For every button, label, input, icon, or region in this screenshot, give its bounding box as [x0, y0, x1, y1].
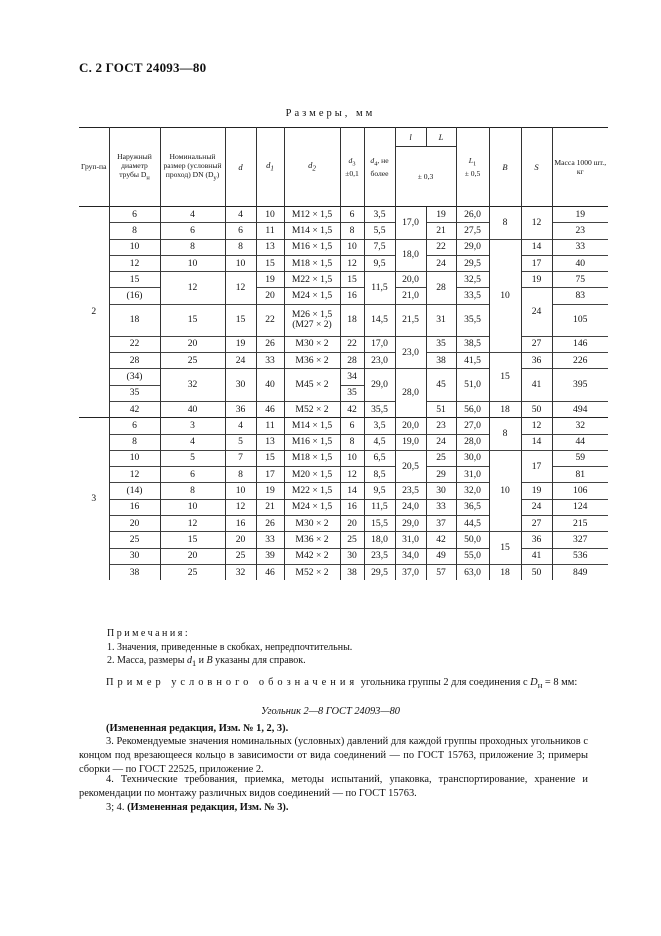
- table-cell: 28: [109, 353, 160, 369]
- table-cell: 29,5: [364, 564, 395, 580]
- table-cell: 6: [225, 223, 256, 239]
- table-cell: 7: [225, 450, 256, 466]
- table-cell: 10: [160, 255, 225, 271]
- table-cell: 18: [489, 564, 521, 580]
- table-cell: M24 × 1,5: [284, 499, 340, 515]
- table-cell: 10: [225, 255, 256, 271]
- table-cell: 16: [340, 499, 364, 515]
- table-cell: 22: [109, 336, 160, 352]
- table-cell: 19: [256, 483, 284, 499]
- table-cell: 8: [489, 418, 521, 451]
- table-cell: 6: [160, 467, 225, 483]
- table-cell: 146: [552, 336, 608, 352]
- table-cell: 13: [256, 239, 284, 255]
- table-cell: 25: [225, 548, 256, 564]
- col-S-header: S: [521, 128, 552, 207]
- table-cell: 6: [340, 418, 364, 434]
- table-cell: 23,5: [395, 483, 426, 499]
- dimensions-table: [79, 127, 608, 580]
- table-cell: 9,5: [364, 255, 395, 271]
- table-cell: 12: [225, 272, 256, 305]
- table-cell: 38: [109, 564, 160, 580]
- table-cell: 37: [426, 516, 456, 532]
- table-cell: 38: [340, 564, 364, 580]
- revision-note-2: 3; 4. (Измененная редакция, Изм. № 3).: [106, 802, 289, 813]
- table-cell: 124: [552, 499, 608, 515]
- table-cell: 6: [109, 418, 160, 434]
- table-cell: 15: [489, 353, 521, 402]
- table-cell: 8: [225, 467, 256, 483]
- table-cell: 25: [340, 532, 364, 548]
- table-cell: 23,0: [395, 336, 426, 369]
- example-label: Пример условного обозначения: [106, 677, 359, 688]
- table-cell: 6: [109, 207, 160, 223]
- table-cell: 29,0: [364, 369, 395, 402]
- table-cell: 3,5: [364, 207, 395, 223]
- table-cell: 40: [160, 401, 225, 417]
- table-cell: 15: [109, 272, 160, 288]
- table-cell: 40: [552, 255, 608, 271]
- table-cell: 51: [426, 401, 456, 417]
- table-cell: 12: [521, 207, 552, 240]
- table-cell: 3,5: [364, 418, 395, 434]
- table-cell: 42: [340, 401, 364, 417]
- table-cell: 32,5: [456, 272, 489, 288]
- table-cell: M22 × 1,5: [284, 483, 340, 499]
- table-cell: 24,0: [395, 499, 426, 515]
- table-cell: 17: [521, 255, 552, 271]
- table-cell: 35: [109, 385, 160, 401]
- table-cell: 56,0: [456, 401, 489, 417]
- table-cell: 16: [225, 516, 256, 532]
- table-cell: 50: [521, 564, 552, 580]
- table-cell: 14: [340, 483, 364, 499]
- table-cell: 25: [160, 564, 225, 580]
- table-cell: M16 × 1,5: [284, 434, 340, 450]
- table-cell: 24: [521, 499, 552, 515]
- table-cell: 19,0: [395, 434, 426, 450]
- table-cell: 18: [340, 304, 364, 336]
- col-L1-header: $L_1$ ± 0,5: [456, 128, 489, 207]
- table-cell: 34,0: [395, 548, 426, 564]
- table-cell: 12: [109, 467, 160, 483]
- designation-example: Угольник 2—8 ГОСТ 24093—80: [261, 706, 400, 717]
- table-cell: 10: [489, 239, 521, 352]
- table-cell: M52 × 2: [284, 564, 340, 580]
- table-cell: M14 × 1,5: [284, 223, 340, 239]
- table-cell: 25: [426, 450, 456, 466]
- table-cell: M45 × 2: [284, 369, 340, 402]
- table-cell: 36: [225, 401, 256, 417]
- table-cell: 20,0: [395, 272, 426, 288]
- col-lL-tolerance: ± 0,3: [395, 147, 456, 207]
- table-cell: 44: [552, 434, 608, 450]
- table-cell: 35,5: [364, 401, 395, 417]
- table-cell: 26,0: [456, 207, 489, 223]
- table-cell: 83: [552, 288, 608, 304]
- table-cell: 30: [340, 548, 364, 564]
- table-cell: 24: [521, 288, 552, 336]
- table-cell: 20: [256, 288, 284, 304]
- table-cell: 26: [256, 336, 284, 352]
- table-cell: 19: [426, 207, 456, 223]
- table-cell: M36 × 2: [284, 353, 340, 369]
- table-cell: 37,0: [395, 564, 426, 580]
- table-cell: 20: [160, 548, 225, 564]
- table-cell: 41,5: [456, 353, 489, 369]
- example-paragraph: Пример условного обозначения угольника группы 2 для соединения с $D_н = 8$ мм:: [106, 677, 578, 691]
- table-cell: 46: [256, 401, 284, 417]
- table-cell: 15: [489, 532, 521, 565]
- thread-line: (M27 × 2): [292, 319, 332, 331]
- table-cell: 30: [109, 548, 160, 564]
- table-cell: 36: [521, 353, 552, 369]
- thread-line: M26 × 1,5: [291, 309, 333, 321]
- table-cell: 10: [340, 450, 364, 466]
- table-cell: 15: [256, 255, 284, 271]
- table-cell: M18 × 1,5: [284, 255, 340, 271]
- col-l-header: l: [395, 128, 426, 147]
- col-B-header: B: [489, 128, 521, 207]
- table-cell: 46: [256, 564, 284, 580]
- table-cell: 55,0: [456, 548, 489, 564]
- table-cell: 28,0: [456, 434, 489, 450]
- table-cell: 8,5: [364, 467, 395, 483]
- paragraph-3: 3. Рекомендуемые значения номинальных (условных) давлений для каждой группы проходных угольников с концом под врезающееся кольцо в зависимости от вида соединений — по ГОСТ 15763, приложение 3; примеры сборки — по ГОСТ 22525, приложение 2.: [79, 736, 588, 775]
- table-cell: 14: [521, 239, 552, 255]
- table-cell: 75: [552, 272, 608, 288]
- table-cell: 11,5: [364, 499, 395, 515]
- table-cell: 39: [256, 548, 284, 564]
- table-cell: 23: [426, 418, 456, 434]
- table-cell: 23: [552, 223, 608, 239]
- table-cell: 33: [552, 239, 608, 255]
- table-cell: 395: [552, 369, 608, 402]
- table-cell: M20 × 1,5: [284, 467, 340, 483]
- table-cell: 10: [256, 207, 284, 223]
- table-cell: 12: [160, 516, 225, 532]
- table-cell: 29: [426, 467, 456, 483]
- table-cell: 23,5: [364, 548, 395, 564]
- col-outer-diameter-header: Наружный диаметр трубы $D_н$: [109, 128, 160, 207]
- table-cell: 10: [489, 450, 521, 531]
- table-cell: 42: [109, 401, 160, 417]
- table-cell: 10: [109, 239, 160, 255]
- table-cell: 3: [160, 418, 225, 434]
- table-cell: 57: [426, 564, 456, 580]
- table-cell: 11,5: [364, 272, 395, 305]
- table-cell: 5: [160, 450, 225, 466]
- table-cell: 4: [160, 434, 225, 450]
- table-cell: (16): [109, 288, 160, 304]
- table-cell: 10: [340, 239, 364, 255]
- table-cell: 50: [521, 401, 552, 417]
- table-cell: 15: [160, 532, 225, 548]
- table-cell: 41: [521, 548, 552, 564]
- table-cell: 17,0: [395, 207, 426, 240]
- table-cell: 19: [552, 207, 608, 223]
- table-cell: 10: [225, 483, 256, 499]
- table-cell: 536: [552, 548, 608, 564]
- table-cell: 29,0: [456, 239, 489, 255]
- table-cell: 11: [256, 418, 284, 434]
- table-cell: 21,0: [395, 288, 426, 304]
- table-caption: Размеры, мм: [285, 108, 376, 119]
- table-cell: 24: [426, 434, 456, 450]
- group-cell: 2: [79, 207, 109, 418]
- table-cell: 29,5: [456, 255, 489, 271]
- table-cell: 33: [256, 353, 284, 369]
- table-cell: 27: [521, 336, 552, 352]
- table-cell: (14): [109, 483, 160, 499]
- table-cell: M30 × 2: [284, 336, 340, 352]
- col-d1-header: $d_1$: [256, 128, 284, 207]
- table-cell: 6: [160, 223, 225, 239]
- table-cell: 36: [521, 532, 552, 548]
- table-cell: 19: [256, 272, 284, 288]
- table-cell: 19: [521, 272, 552, 288]
- table-cell: 35: [426, 336, 456, 352]
- table-cell: 18: [109, 304, 160, 336]
- table-cell: 18,0: [395, 239, 426, 272]
- table-cell: M14 × 1,5: [284, 418, 340, 434]
- table-cell: 7,5: [364, 239, 395, 255]
- table-cell: 215: [552, 516, 608, 532]
- col-group-header: Груп-па: [79, 128, 109, 207]
- table-cell: 327: [552, 532, 608, 548]
- col-d-header: d: [225, 128, 256, 207]
- table-cell: 8: [340, 223, 364, 239]
- table-cell: 32: [225, 564, 256, 580]
- table-cell: 17,0: [364, 336, 395, 352]
- table-cell: 45: [426, 369, 456, 402]
- table-cell: 15: [340, 272, 364, 288]
- table-cell: 51,0: [456, 369, 489, 402]
- col-L-header: L: [426, 128, 456, 147]
- table-cell: M30 × 2: [284, 516, 340, 532]
- table-cell: M22 × 1,5: [284, 272, 340, 288]
- table-cell: 8: [160, 483, 225, 499]
- table-cell: M42 × 2: [284, 548, 340, 564]
- table-cell: 59: [552, 450, 608, 466]
- table-cell: M12 × 1,5: [284, 207, 340, 223]
- table-cell: 21: [256, 499, 284, 515]
- table-cell: 22: [340, 336, 364, 352]
- table-cell: 4: [225, 418, 256, 434]
- col-mass-header: Масса 1000 шт., кг: [552, 128, 608, 207]
- table-cell: 21,5: [395, 304, 426, 336]
- table-cell: M36 × 2: [284, 532, 340, 548]
- table-cell: 17: [521, 450, 552, 483]
- table-cell: 15,5: [364, 516, 395, 532]
- table-cell: 17: [256, 467, 284, 483]
- table-cell: 20: [225, 532, 256, 548]
- table-cell: 12: [340, 467, 364, 483]
- table-cell: 11: [256, 223, 284, 239]
- table-cell: 12: [521, 418, 552, 434]
- table-cell: 81: [552, 467, 608, 483]
- table-cell: 31: [426, 304, 456, 336]
- table-cell: 23,0: [364, 353, 395, 369]
- table-cell: 30: [225, 369, 256, 402]
- table-cell: 38: [426, 353, 456, 369]
- table-cell: 35,5: [456, 304, 489, 336]
- table-cell: M18 × 1,5: [284, 450, 340, 466]
- note-1: 1. Значения, приведенные в скобках, непредпочтительны.: [107, 642, 353, 653]
- table-cell: 20,0: [395, 418, 426, 434]
- table-cell: 18,0: [364, 532, 395, 548]
- table-cell: 50,0: [456, 532, 489, 548]
- col-d3-header: $d_3$ ±0,1: [340, 128, 364, 207]
- table-cell: 10: [160, 499, 225, 515]
- table-cell: 30: [426, 483, 456, 499]
- col-nominal-header: Номинальный размер (условный проход) DN $(D_у)$: [160, 128, 225, 207]
- table-cell: 8: [489, 207, 521, 240]
- table-cell: 8: [340, 434, 364, 450]
- table-cell: 40: [256, 369, 284, 402]
- table-cell: 14: [521, 434, 552, 450]
- table-cell: 9,5: [364, 483, 395, 499]
- table-cell: 24: [225, 353, 256, 369]
- table-cell: 30,0: [456, 450, 489, 466]
- table-cell: 33,5: [456, 288, 489, 304]
- table-cell: 5: [225, 434, 256, 450]
- col-d4-header: $d_4$, не более: [364, 128, 395, 207]
- table-cell: 8: [160, 239, 225, 255]
- table-cell: 31,0: [456, 467, 489, 483]
- table-cell: 12: [225, 499, 256, 515]
- table-cell: [284, 304, 340, 336]
- table-cell: 32,0: [456, 483, 489, 499]
- table-cell: 6: [340, 207, 364, 223]
- col-d2-header: $d_2$: [284, 128, 340, 207]
- table-cell: 33: [256, 532, 284, 548]
- table-cell: 24: [426, 255, 456, 271]
- group-cell: 3: [79, 418, 109, 580]
- table-cell: 28: [426, 272, 456, 305]
- table-cell: 27,5: [456, 223, 489, 239]
- table-cell: 5,5: [364, 223, 395, 239]
- table-cell: 10: [109, 450, 160, 466]
- table-cell: 25: [160, 353, 225, 369]
- table-cell: 16: [340, 288, 364, 304]
- table-cell: 19: [521, 483, 552, 499]
- table-cell: 29,0: [395, 516, 426, 532]
- table-cell: 31,0: [395, 532, 426, 548]
- table-cell: 21: [426, 223, 456, 239]
- table-cell: 35: [340, 385, 364, 401]
- table-cell: 22: [256, 304, 284, 336]
- table-cell: 20: [340, 516, 364, 532]
- table-cell: 6,5: [364, 450, 395, 466]
- table-cell: (34): [109, 369, 160, 385]
- table-cell: 28,0: [395, 369, 426, 418]
- table-cell: 42: [426, 532, 456, 548]
- table-cell: 63,0: [456, 564, 489, 580]
- table-cell: 27: [521, 516, 552, 532]
- table-cell: M16 × 1,5: [284, 239, 340, 255]
- table-cell: 12: [340, 255, 364, 271]
- table-cell: 226: [552, 353, 608, 369]
- table-cell: 33: [426, 499, 456, 515]
- table-cell: 44,5: [456, 516, 489, 532]
- table-cell: 13: [256, 434, 284, 450]
- table-cell: 8: [109, 223, 160, 239]
- table-cell: 18: [489, 401, 521, 417]
- table-cell: 4: [160, 207, 225, 223]
- table-cell: 106: [552, 483, 608, 499]
- table-cell: 8: [109, 434, 160, 450]
- table-cell: 27,0: [456, 418, 489, 434]
- table-cell: 38,5: [456, 336, 489, 352]
- table-cell: 49: [426, 548, 456, 564]
- table-cell: 4: [225, 207, 256, 223]
- note-2: 2. Масса, размеры $d_1$ и B указаны для справок.: [107, 655, 306, 668]
- table-cell: 36,5: [456, 499, 489, 515]
- table-cell: 20: [160, 336, 225, 352]
- table-cell: 41: [521, 369, 552, 402]
- table-cell: 20,5: [395, 450, 426, 483]
- table-cell: 20: [109, 516, 160, 532]
- table-cell: 26: [256, 516, 284, 532]
- table-cell: 15: [160, 304, 225, 336]
- notes-title: Примечания:: [107, 628, 191, 639]
- table-cell: 16: [109, 499, 160, 515]
- table-cell: 494: [552, 401, 608, 417]
- table-cell: 32: [160, 369, 225, 402]
- table-cell: 22: [426, 239, 456, 255]
- table-cell: 32: [552, 418, 608, 434]
- page-header: С. 2 ГОСТ 24093—80: [79, 60, 207, 75]
- table-cell: 15: [256, 450, 284, 466]
- table-cell: 25: [109, 532, 160, 548]
- table-cell: M52 × 2: [284, 401, 340, 417]
- table-cell: 19: [225, 336, 256, 352]
- table-cell: 34: [340, 369, 364, 385]
- paragraph-4: 4. Технические требования, приемка, методы испытаний, упаковка, транспортирование, хранение и рекомендации по монтажу различных видов соединений — по ГОСТ 15763.: [79, 774, 588, 799]
- table-cell: 105: [552, 304, 608, 336]
- table-cell: 15: [225, 304, 256, 336]
- revision-note-1: (Измененная редакция, Изм. № 1, 2, 3).: [106, 723, 289, 734]
- table-cell: M24 × 1,5: [284, 288, 340, 304]
- table-cell: 849: [552, 564, 608, 580]
- table-cell: 12: [160, 272, 225, 305]
- table-cell: 8: [225, 239, 256, 255]
- table-cell: 28: [340, 353, 364, 369]
- table-cell: 4,5: [364, 434, 395, 450]
- table-cell: 12: [109, 255, 160, 271]
- table-cell: 14,5: [364, 304, 395, 336]
